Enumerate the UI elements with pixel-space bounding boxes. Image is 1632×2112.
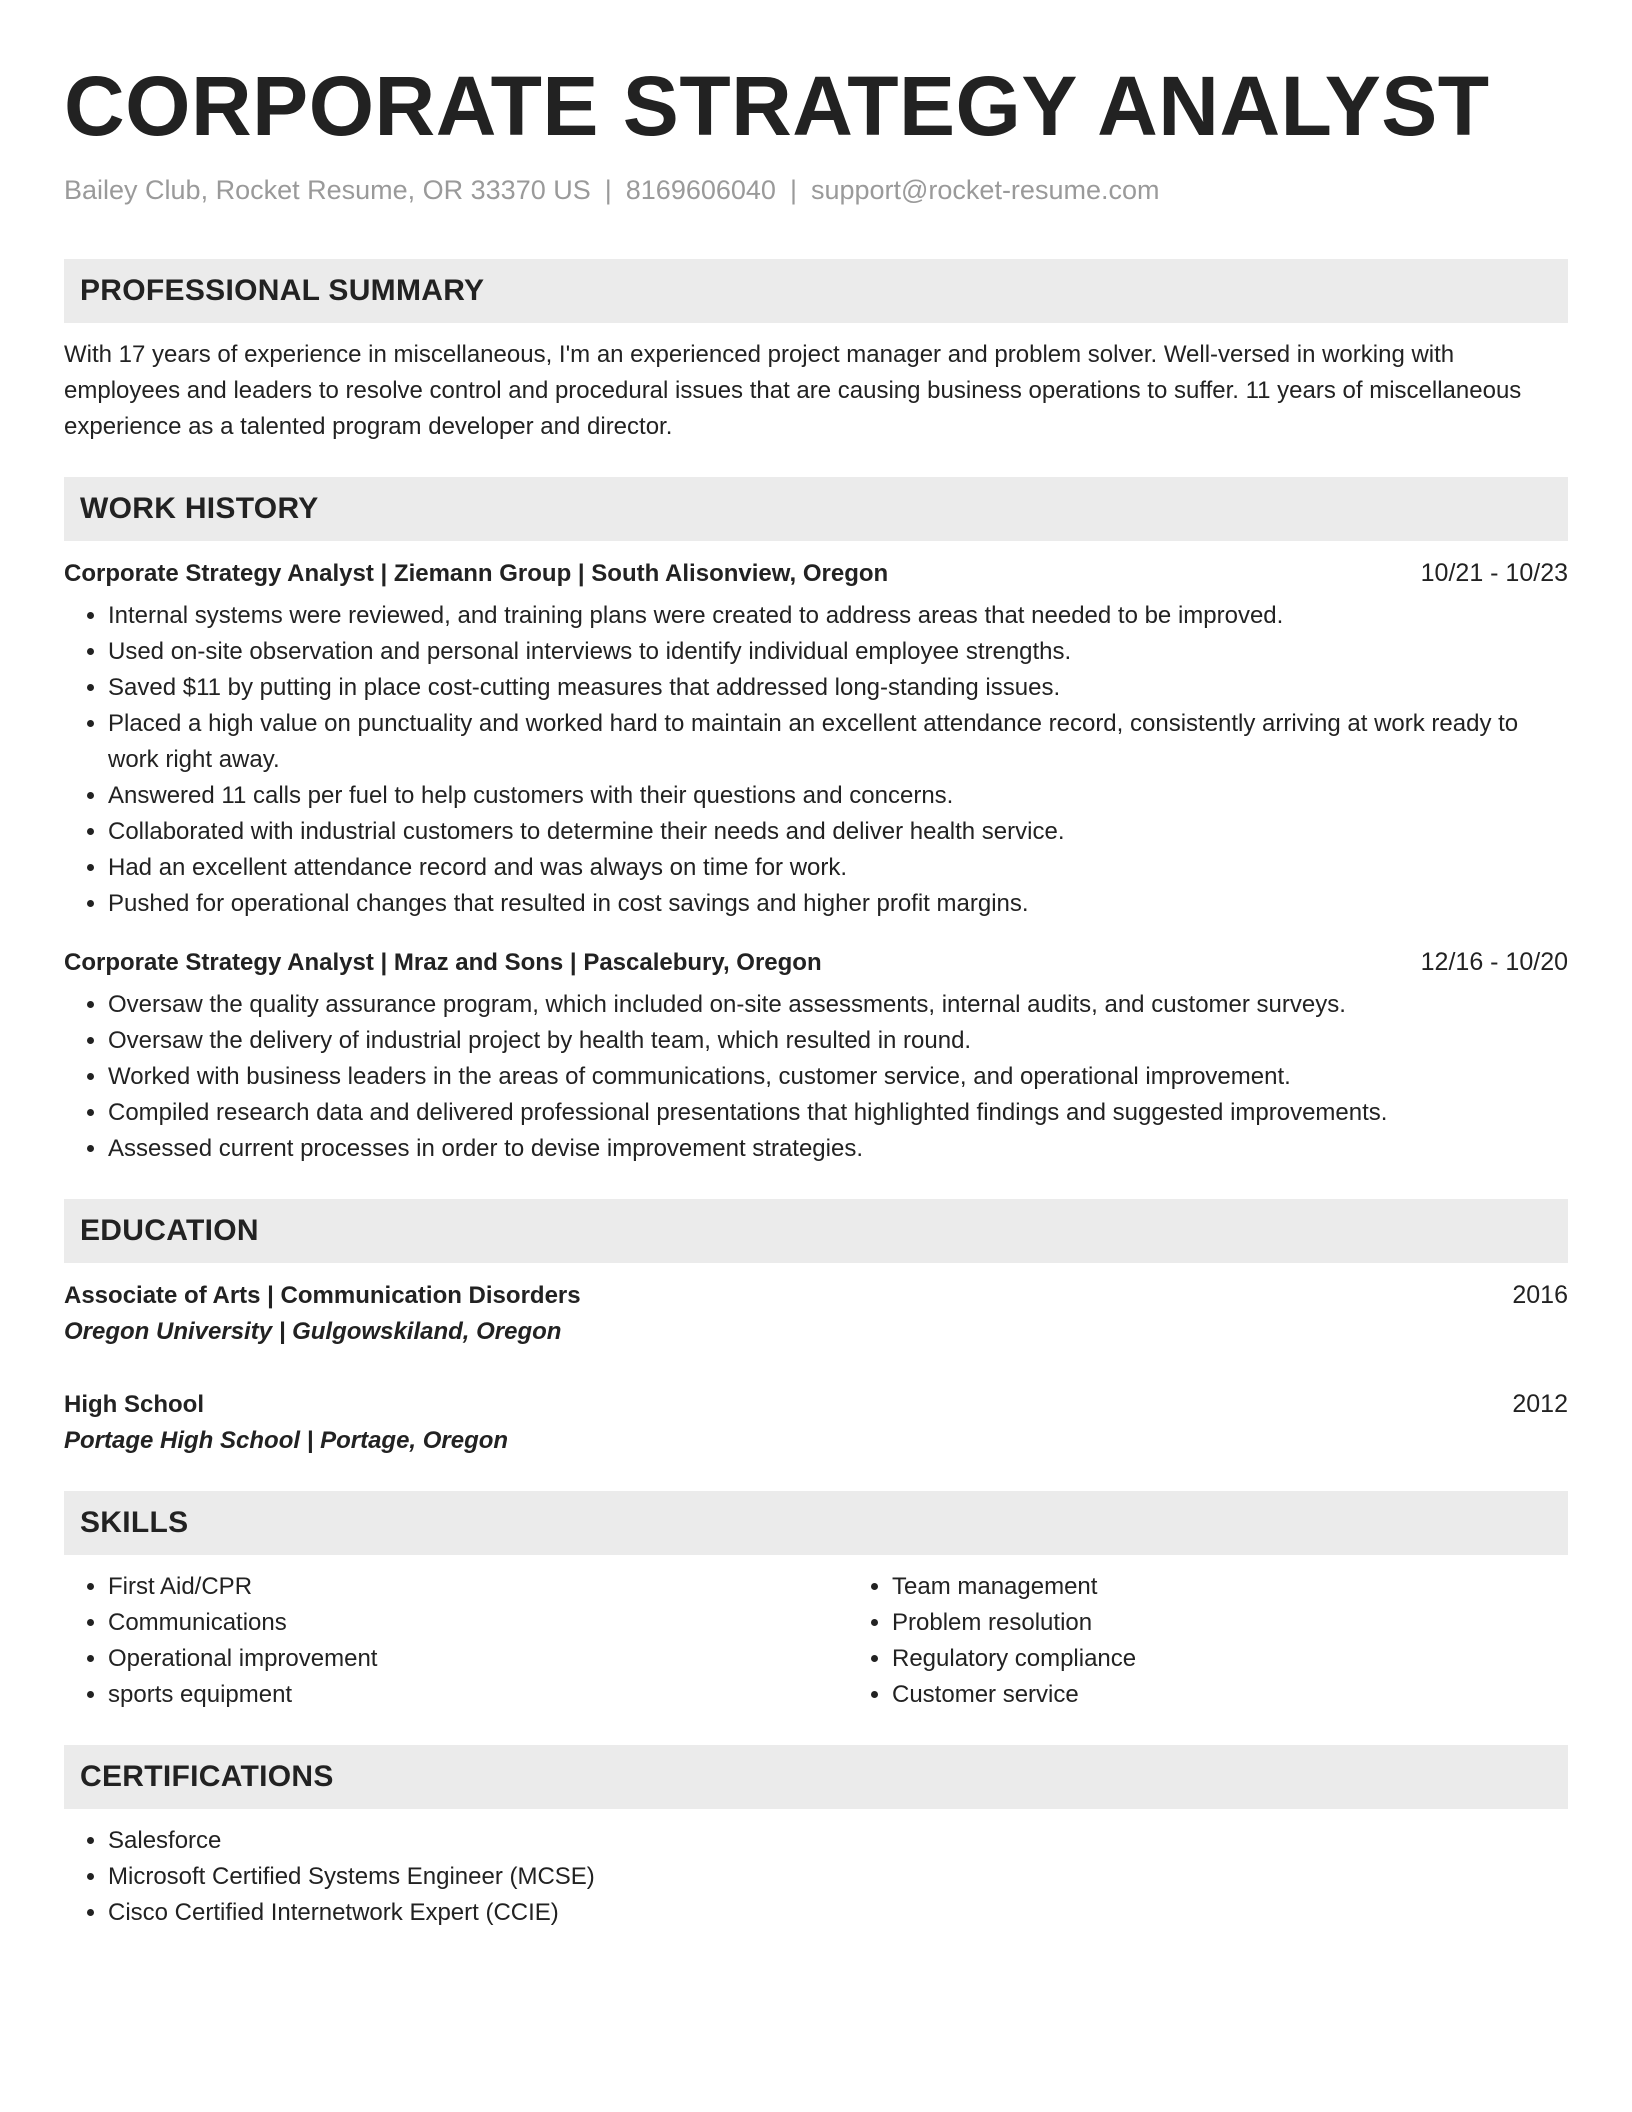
certifications-list (64, 1823, 1568, 1931)
job-bullet: • Had an excellent attendance record and was always on time for work. (108, 850, 1568, 886)
contact-separator: | (789, 175, 797, 205)
job-bullet: • Compiled research data and delivered professional presentations that highlighted findings and suggested improvements. (108, 1095, 1568, 1131)
school-name: Oregon University | Gulgowskiland, Oregon (64, 1318, 562, 1345)
job-title: Corporate Strategy Analyst | Ziemann Group | South Alisonview, Oregon (64, 560, 889, 587)
candidate-title: CORPORATE STRATEGY ANALYST (64, 59, 1490, 153)
skill-item: • First Aid/CPR (108, 1569, 848, 1605)
job-entry (64, 944, 1568, 1167)
graduation-year: 2012 (1512, 1390, 1568, 1418)
certification-item: • Cisco Certified Internetwork Expert (CCIE) (108, 1895, 1568, 1931)
skill-item: • Regulatory compliance (892, 1641, 1136, 1677)
contact-address: Bailey Club, Rocket Resume, OR 33370 US (64, 175, 591, 205)
contact-phone: 8169606040 (625, 175, 776, 205)
school-name: Portage High School | Portage, Oregon (64, 1427, 509, 1454)
certification-item: • Salesforce (108, 1823, 1568, 1859)
job-bullet: • Internal systems were reviewed, and training plans were created to address areas that needed to be improved. (108, 598, 1568, 634)
education-entry (64, 1386, 1568, 1459)
degree-title: High School (64, 1391, 204, 1418)
job-bullet: • Assessed current processes in order to devise improvement strategies. (108, 1131, 1568, 1167)
education-header (64, 1277, 1568, 1314)
contact-email: support@rocket-resume.com (810, 175, 1160, 205)
work-history-heading: WORK HISTORY (64, 477, 1568, 541)
contact-separator: | (604, 175, 612, 205)
job-bullet: • Worked with business leaders in the areas of communications, customer service, and operational improvement. (108, 1059, 1568, 1095)
contact-line (64, 172, 1568, 208)
job-header (64, 555, 1568, 592)
degree-title: Associate of Arts | Communication Disorders (64, 1282, 581, 1309)
job-bullet: • Answered 11 calls per fuel to help customers with their questions and concerns. (108, 778, 1568, 814)
job-bullet: • Collaborated with industrial customers to determine their needs and deliver health service. (108, 814, 1568, 850)
job-title: Corporate Strategy Analyst | Mraz and Sons | Pascalebury, Oregon (64, 949, 822, 976)
job-header (64, 944, 1568, 981)
education-entry (64, 1277, 1568, 1350)
job-entry (64, 555, 1568, 922)
skill-item: • Communications (108, 1605, 848, 1641)
education-section (64, 1199, 1568, 1459)
certifications-heading: CERTIFICATIONS (64, 1745, 1568, 1809)
summary-text: With 17 years of experience in miscellaneous, I'm an experienced project manager and problem solver. Well-versed in working with employees and leaders to resolve control and procedural issues that are causing business operations to suffer. 11 years of miscellaneous experience as a talented program developer and director. (64, 341, 1522, 440)
summary-section (64, 259, 1568, 445)
job-bullets (64, 987, 1568, 1167)
summary-heading: PROFESSIONAL SUMMARY (64, 259, 1568, 323)
job-dates: 12/16 - 10/20 (1420, 948, 1568, 976)
skill-item: • Operational improvement (108, 1641, 848, 1677)
skill-item: • Customer service (892, 1677, 1136, 1713)
job-bullet: • Oversaw the delivery of industrial project by health team, which resulted in round. (108, 1023, 1568, 1059)
job-bullet: • Used on-site observation and personal interviews to identify individual employee strengths. (108, 634, 1568, 670)
certifications-section (64, 1745, 1568, 1931)
job-bullet: • Pushed for operational changes that resulted in cost savings and higher profit margins. (108, 886, 1568, 922)
job-bullet: • Saved $11 by putting in place cost-cutting measures that addressed long-standing issues. (108, 670, 1568, 706)
job-bullets (64, 598, 1568, 922)
job-bullet: • Oversaw the quality assurance program, which included on-site assessments, internal audits, and customer surveys. (108, 987, 1568, 1023)
graduation-year: 2016 (1512, 1281, 1568, 1309)
skills-grid (64, 1569, 1568, 1713)
skill-item: • Team management (892, 1569, 1136, 1605)
skill-item: • Problem resolution (892, 1605, 1136, 1641)
skills-column-left (64, 1569, 848, 1713)
skills-column-right (848, 1569, 1136, 1713)
job-dates: 10/21 - 10/23 (1420, 559, 1568, 587)
education-heading: EDUCATION (64, 1199, 1568, 1263)
work-history-section (64, 477, 1568, 1167)
certification-item: • Microsoft Certified Systems Engineer (MCSE) (108, 1859, 1568, 1895)
job-bullet: • Placed a high value on punctuality and worked hard to maintain an excellent attendance record, consistently arriving at work ready to work right away. (108, 706, 1568, 778)
skills-heading: SKILLS (64, 1491, 1568, 1555)
skill-item: • sports equipment (108, 1677, 848, 1713)
skills-section (64, 1491, 1568, 1713)
education-header (64, 1386, 1568, 1423)
